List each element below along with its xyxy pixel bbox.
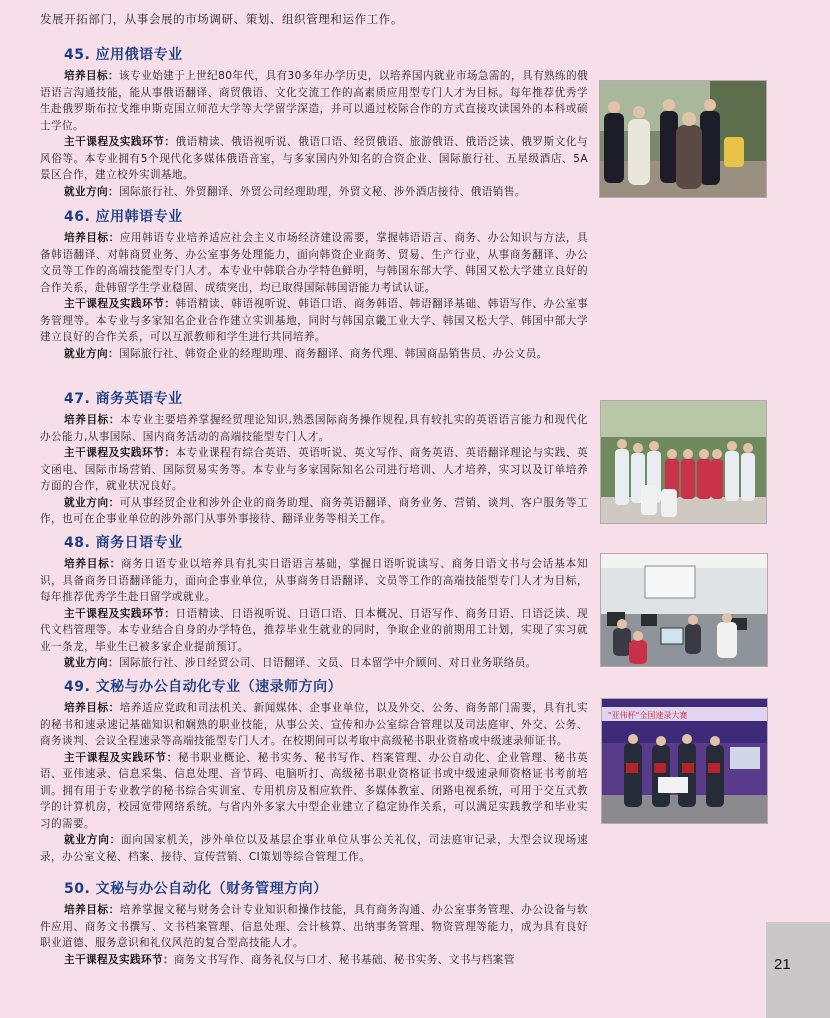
- page-number: 21: [774, 956, 791, 973]
- section-title: 45. 应用俄语专业: [64, 47, 183, 63]
- jobs-paragraph: 就业方向：可从事经贸企业和涉外企业的商务助理、商务英语翻译、商务业务、营销、谈判、客户服务等工作，也可在企事业单位的涉外部门从事外事接待、翻译业务等相关工作。: [40, 496, 589, 525]
- jobs-paragraph: 就业方向：国际旅行社、外贸翻译、外贸公司经理助理，外贸文秘、涉外酒店接待、俄语销售。: [64, 185, 526, 198]
- photo-students-group: [600, 400, 767, 524]
- section-secretary-stenography: [40, 676, 588, 865]
- section-title: 48. 商务日语专业: [64, 535, 183, 551]
- section-applied-russian: [40, 44, 588, 200]
- section-title: 46. 应用韩语专业: [64, 209, 183, 225]
- goal-paragraph: 培养目标：培养掌握文秘与财务会计专业知识和操作技能，具有商务沟通、办公室事务管理、办公设备与软件应用、商务文书撰写、文书档案管理、信息处理、会计核算、出纳事务管理、物资管理等能力，成为具有良好职业道德、服务意识和礼仪风范的复合型高技能人才。: [40, 904, 589, 949]
- courses-paragraph: 主干课程及实践环节：商务文书写作、商务礼仪与口才、秘书基础、秘书实务、文书与档案管: [64, 953, 515, 966]
- jobs-paragraph: 就业方向：国际旅行社、涉日经贸公司、日语翻译、文员、日本留学中介顾问、对日业务联络员。: [64, 657, 537, 669]
- courses-paragraph: 主干课程及实践环节：秘书职业概论、秘书实务、秘书写作、档案管理、办公自动化、企业管理、秘书英语、亚伟速录、信息采集、信息处理、音节码、电脑听打、高级秘书职业资格证书或中级速录师资格证书考前培训。拥有用于专业教学的秘书综合实训室、专用机房及相应软件、多媒体教室、闭路电视系统，可用于交互式教学的计算机房，校园宽带网络系统。与省内外多家大中型企业建立了稳定协作关系，可以满足实践教学和毕业实习的需要。: [40, 751, 588, 830]
- courses-paragraph: 主干课程及实践环节：日语精读、日语视听说、日语口语、日本概况、日语写作、商务日语、日语泛读、现代文档管理等。本专业结合自身的办学特色，推荐毕业生就业的同时，争取企业的前期用工计划，实现了实习就业一条龙，毕业生已被多家企业提前预订。: [40, 607, 589, 653]
- photo-delegation-visit: [599, 80, 767, 198]
- award-banner-text: "亚伟杯"全国速录大赛: [608, 711, 688, 720]
- section-title: 47. 商务英语专业: [64, 391, 183, 407]
- courses-paragraph: 主干课程及实践环节：俄语精读、俄语视听说、俄语口语、经贸俄语、旅游俄语、俄语泛读、俄罗斯文化与风俗等。本专业拥有5个现代化多媒体俄语音室，与多家国内外知名的合资企业、国际旅行社、五星级酒店、5A景区合作，建立校外实训基地。: [40, 136, 589, 181]
- section-title: 50. 文秘与办公自动化（财务管理方向）: [64, 881, 328, 897]
- section-secretary-finance: [40, 878, 588, 968]
- goal-paragraph: 培养目标：培养适应党政和司法机关、新闻媒体、企事业单位，以及外交、公务、商务部门需要，具有扎实的秘书和速录速记基础知识和娴熟的职业技能，从事公关、宣传和办公室综合管理以及司法庭审、外交、公务、商务谈判、会议全程速录等高端技能型专门人才。在校期间可以考取中高级秘书职业资格或中级速录师证书。: [40, 702, 589, 747]
- section-applied-korean: [40, 206, 588, 362]
- jobs-paragraph: 就业方向：国际旅行社、韩资企业的经理助理、商务翻译、商务代理、韩国商品销售员、办公文员。: [64, 347, 548, 360]
- section-business-english: [40, 388, 588, 528]
- goal-paragraph: 培养目标：本专业主要培养掌握经贸理论知识,熟悉国际商务操作规程,具有较扎实的英语语言能力和现代化办公能力,从事国际、国内商务活动的高端技能型专门人才。: [40, 414, 589, 443]
- section-title: 49. 文秘与办公自动化专业（速录师方向）: [64, 679, 343, 695]
- continued-text: 发展开拓部门，从事会展的市场调研、策划、组织管理和运作工作。: [40, 12, 403, 26]
- photo-award-ceremony: [601, 698, 768, 824]
- courses-paragraph: 主干课程及实践环节：本专业课程有综合英语、英语听说、英文写作、商务英语、英语翻译理论与实践、英文函电、国际市场营销、国际贸易实务等。本专业与多家国际知名公司进行培训、人才培养，实习以及订单培养方面的合作，就业状况良好。: [40, 447, 589, 492]
- courses-paragraph: 主干课程及实践环节：韩语精读、韩语视听说、韩语口语、商务韩语、韩语翻译基础、韩语写作、办公室事务管理等。本专业与多家知名企业合作建立实训基地，同时与韩国京畿工业大学、韩国又松大学、韩国中部大学建立良好的合作关系，可以互派教师和学生进行共同培养。: [40, 298, 589, 343]
- jobs-paragraph: 就业方向：面向国家机关，涉外单位以及基层企事业单位从事公关礼仪，司法庭审记录，大型会议现场速录，办公室文秘、档案、接待、宣传营销、CI策划等综合管理工作。: [40, 834, 588, 863]
- goal-paragraph: 培养目标：商务日语专业以培养具有扎实日语语言基础，掌握日语听说读写、商务日语文书与会话基本知识，具备商务日语翻译能力，面向企事业单位，从事商务日语翻译、文员等工作的高端技能型专门人才为目标，每年推荐优秀学生赴日留学或就业。: [40, 558, 588, 603]
- section-business-japanese: [40, 532, 588, 672]
- goal-paragraph: 培养目标：应用韩语专业培养适应社会主义市场经济建设需要，掌握韩语语言、商务、办公知识与方法，具备韩语翻译、对韩商贸业务、办公室事务处理能力，面向韩资企业商务、贸易、生产行业，从事商务翻译、办公文员等工作的高端技能型专门人才。本专业中韩联合办学特色鲜明，与韩国东部大学、韩国又松大学建立良好的合作关系，赴韩留学生学业稳固、成绩突出，均已取得国际韩国语能力考试认证。: [40, 232, 589, 294]
- photo-computer-lab: [600, 553, 768, 667]
- goal-paragraph: 培养目标：该专业始建于上世纪80年代，具有30多年办学历史，以培养国内就业市场急需的，具有熟练的俄语语言沟通技能，能从事俄语翻译、商贸俄语、文化交流工作的高素质应用型专门人才为目标。每年推荐优秀学生赴俄罗斯布拉戈维申斯克国立师范大学等大学留学深造，并可以通过校际合作的方式直接攻读国外的本科或硕士学位。: [40, 70, 588, 132]
